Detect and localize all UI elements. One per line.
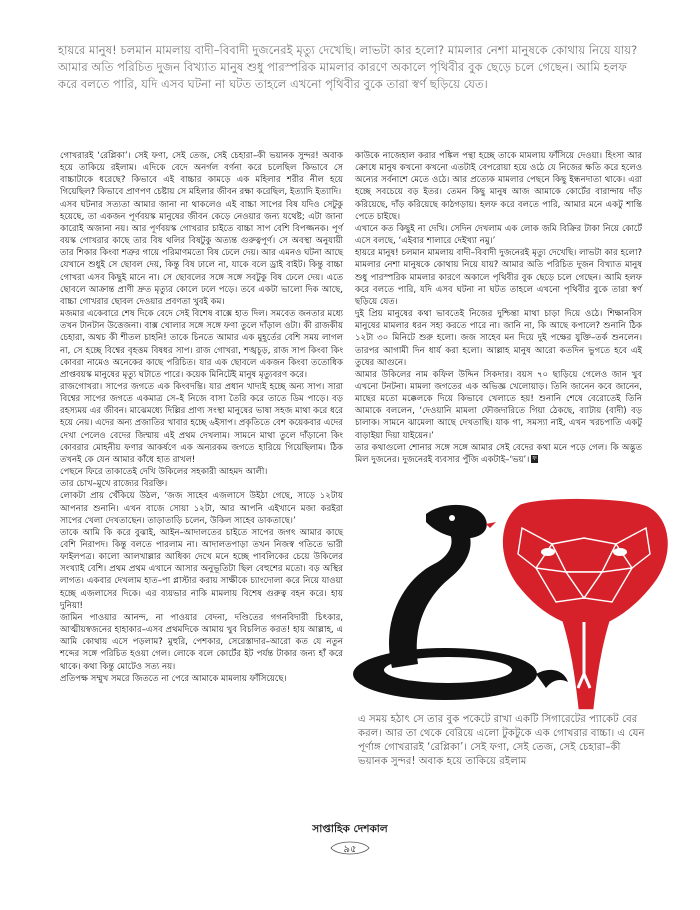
paragraph: জামিন পাওয়ার আনন্দ, না পাওয়ার বেদনা, দণ্ডিতের গগনবিদারী চিৎকার, আত্মীয়স্বজনের হাহাকার–এসব প্রথমদিকে আমায় খুব বিচলিত করত! হায় আল্লাহ, এ আমি কোথায় এসে পড়লাম? মুহুরি, পেশকার, সেরেস্তাদার–আরো কত যে নতুন শব্দের সঙ্গে পরিচিত হওয়া গেল। লোকে বলে কোর্টের ইট পর্যন্ত টাকার জন্য হাঁ করে থাকে। কথা কিন্তু মোটেও সত্য নয়। bbox=[60, 612, 343, 672]
paragraph: প্রতিপক্ষ সম্মুখ সমরে জিততে না পেরে আমাকে মামলায় ফাঁসিয়েছে। bbox=[60, 673, 287, 684]
paragraph: দুই প্রিয় মানুষের কথা ভাবতেই নিজের দুশ্চিন্তা মাথা চাড়া দিয়ে ওঠে। শিক্ষানবিস মানুষের মামলার ধরন সহ্য করতে পারে না। জানি না, কি আছে কপালে? শুনানি ঠিক ১২টা ৩০ মিনিটে শুরু হলো। জজ সাহেব মন দিয়ে দুই পক্ষের যুক্তি–তর্ক শুনলেন। তারপর আগামী দিন ধার্য করা হলো। আল্লাহ মানুষ আরো কতদিন ভুগতে হবে এই তুষের আগুনে। bbox=[355, 309, 642, 368]
pull-quote: হায়রে মানুষ! চলমান মামলায় বাদী–বিবাদী দুজনেরই মৃত্যু দেখেছি। লাভটা কার হলো? মামলার নেশা মানুষকে কোথায় নিয়ে যায়? আমার অতি পরিচিত দুজন বিখ্যাত মানুষ শুধু পারস্পরিক মামলার কারণে অকালে পৃথিবীর বুক ছেড়ে চলে গেছেন। আমি হলফ করে বলতে পারি, যদি এসব ঘটনা না ঘটত তাহলে এখনো পৃথিবীর বুকে তারা স্বর্ণ ছড়িয়ে যেত। bbox=[58, 43, 638, 91]
paragraph: লোকটা প্রায় খেঁকিয়ে উঠল, ‘জজ সাহেব এজলাসে উইঠা গেছে, সাড়ে ১২টায় আপনার শুনানি। এখন বাজে সোয়া ১২টা, আর আপনি এইখানে মজা করইরা সাপের খেলা দেখতাছেন। তাড়াতাড়ি চলেন, উকিল সাহেব ডাকতাছে।’ bbox=[60, 491, 343, 526]
paragraph: কাউকে নাজেহাল করার পঙ্কিল পন্থা হচ্ছে তাকে মামলায় ফাঁসিয়ে দেওয়া। হিংসা আর ক্রোধে মানুষ কখনো কখনো এতটাই বেপরোয়া হয়ে ওঠে যে নিজের ক্ষতি করে হলেও অন্যের সর্বনাশে মেতে ওঠে। আর প্রত্যেক মামলার পেছনে কিছু ইন্ধনদাতা থাকে। এরা হচ্ছে সবচেয়ে বড় ইতর। তেমন কিছু মানুষ আজ আমাকে কোর্টের বারান্দায় দাঁড় করিয়েছে, দাঁড় করিয়েছে কাঠগড়ায়। হলফ করে বলতে পারি, আমার মনে একটু শান্তি পেতে চাইছে। bbox=[355, 151, 642, 222]
page-number: ৯৫ bbox=[343, 844, 357, 855]
right-column bbox=[355, 150, 642, 466]
paragraph: পেছনে ফিরে তাকাতেই দেখি উকিলের সহকারী আহমদ আলী। bbox=[60, 467, 268, 478]
paragraph bbox=[355, 442, 642, 466]
paragraph: হায়রে মানুষ! চলমান মামলায় বাদী–বিবাদী দুজনেরই মৃত্যু দেখেছি। লাভটা কার হলো? মামলার নেশা মানুষকে কোথায় নিয়ে যায়? আমার অতি পরিচিত দুজন বিখ্যাত মানুষ শুধু পারস্পরিক মামলার কারণে অকালে পৃথিবীর বুক ছেড়ে চলে গেছেন। আমি হলফ করে বলতে পারি, যদি এসব ঘটনা না ঘটত তাহলে এখনো পৃথিবীর বুকে তারা স্বর্ণ ছড়িয়ে যেত। bbox=[355, 248, 642, 307]
paragraph: এখানে কত কিছুই না দেখি। সেদিন দেখলাম এক লোক জমি বিক্রির টাকা নিয়ে কোর্টে এসে বলছে, ‘এইবার শালারে দেইখ্যা নমু।’ bbox=[355, 223, 642, 247]
left-column bbox=[60, 150, 343, 685]
page-number-badge bbox=[325, 836, 375, 860]
paragraph: গোখরারই ‘রেপ্লিকা’। সেই ফণা, সেই তেজ, সেই চেহারা–কী ভয়ানক সুন্দর! অবাক হয়ে তাকিয়ে রইলাম। এদিকে বেদে অনর্গল বর্ণনা করে চলেছিল কিভাবে সে বাচ্চাটাকে ধরেছে? কিভাবে এই বাচ্চার কামড়ে এক মহিলার শরীর নীল হয়ে গিয়েছিল? কিভাবে প্রাণপণ চেষ্টায় সে মহিলার জীবন রক্ষা করেছিল, ইত্যাদি ইত্যাদি। bbox=[60, 151, 343, 198]
image-caption: এ সময় হঠাৎ সে তার বুক পকেটে রাখা একটি সিগারেটের প্যাকেট বের করল। আর তা থেকে বেরিয়ে এলো টুকটুকে এক গোখরার বাচ্চা। এ যেন পূর্ণাঙ্গ গোখরারই ‘রেপ্লিকা’। সেই ফণা, সেই তেজ, সেই চেহারা–কী ভয়ানক সুন্দর! অবাক হয়ে তাকিয়ে রইলাম bbox=[358, 714, 645, 767]
end-mark-icon: ফ bbox=[532, 455, 537, 463]
paragraph: এসব ঘটনার সত্যতা আমার জানা না থাকলেও এই বাচ্চা সাপের বিষ যদিও সেটুকু হয়েছে, তা একজন পূর্ণবয়স্ক মানুষের জীবন কেড়ে নেওয়ার জন্য যথেষ্ট; এটা জানা কারোই অজানা নয়। আর পূর্ণবয়স্ক গোখরার চাইতে বাচ্চা সাপ বেশি বিপজ্জনক। পূর্ণ বয়স্ক গোখরার কাছে তার বিষ থলির বিষটুকু অত্যন্ত গুরুত্বপূর্ণ। সে অবস্থা অনুযায়ী তার শিকার কিংবা শত্রুর গায়ে পরিমাণমতো বিষ ঢেলে দেয়। আর এমনও ঘটনা আছে যেখানে শুধুই সে ছোবল দেয়, কিন্তু বিষ ঢালে না, যাকে বলে ড্রাই বাইট। কিন্তু বাচ্চা গোখরা এসব কিছুই মানে না। সে ছোবলের সঙ্গে সঙ্গে সবটুকু বিষ ঢেলে দেয়। এতে ছোবলে আক্রান্ত প্রাণী দ্রুত মৃত্যুর কোলে ঢলে পড়ে। তবে একটা ভালো দিক আছে, বাচ্চা গোখরার ছোবল দেওয়ার প্রবণতা খুবই কম। bbox=[60, 199, 343, 307]
snake-illustration bbox=[340, 498, 680, 714]
paragraph: মজমার একেবারে শেষ দিকে বেদে সেই বিশেষ বাক্সে হাত দিল। সমবেত জনতার মধ্যে তখন টানটান উত্তেজনা। বাক্স খোলার সঙ্গে সঙ্গে ফণা তুলে দাঁড়াল ওটা। কী রাজকীয় চেহারা, অথচ কী শীতল চাহনি! তাকে চিনতে আমার এক মুহূর্তের বেশি সময় লাগল না, সে হচ্ছে বিশ্বের বৃহত্তম বিষধর সাপ। রাজ গোখরা, শঙ্খচূড়, রাজ সাপ কিংবা কিং কোবরা নামেও অনেকের কাছে পরিচিত। যার এক ছোবলে একজন কিংবা ততোধিক প্রাপ্তবয়স্ক মানুষের মৃত্যু ঘটাতে পারে। কয়েক মিনিটেই মানুষ মৃত্যুবরণ করে। bbox=[60, 309, 343, 380]
paragraph: তার চোখ–মুখে রাজ্যের বিরক্তি। bbox=[60, 479, 168, 490]
paragraph: আমার উকিলের নাম কফিল উদ্দিন সিকদার। বয়স ৭০ ছাড়িয়ে গেলেও জান খুব এখনো টনটনা। মামলা জগতের এক অভিজ্ঞ খেলোয়াড়। তিনি জানেন কবে জানেন, মাছের মতো মক্কেলকে দিয়ে কিভাবে খেলাতে হয়! শুনানি শেষে বেরোতেই তিনি আমাকে বললেন, ‘দেওয়ানি মামলা ফৌজদারিতে গিয়া ঠেকছে, ব্যাটায় (বাদী) বড় চালাক। সামনে ঝামেলা আছে দেখতাছি। যাক গা, সমস্যা নাই, এখন খরচপাতি একটু বাড়াইয়া দিয়া যাইয়েন।’ bbox=[355, 369, 642, 441]
paragraph-text: তার কথাগুলো শোনার সঙ্গে সঙ্গে আমার সেই বেদের কথা মনে পড়ে গেল। কি অদ্ভুত মিল দুজনের। দুজনেরই ব্যবসার পুঁজি একটাই–‘ভয়’। bbox=[355, 442, 642, 465]
paragraph: তাকে আমি কি করে বুঝাই, আইন–আদালতের চাইতে সাপের জগৎ আমার কাছে বেশি নিরাপদ। কিন্তু বলতে পারলাম না। আদালতপাড়া তখন নিজস্ব গতিতে ভারী ফাইলপত্র। কালো আলখাল্লার আধিক্য দেখে মনে হচ্ছে পাবলিকের চেয়ে উকিলের সংখ্যাই বেশি। প্রথম প্রথম এখানে আসার অনুভূতিটা ছিল বেহুশের মতো। বড় অস্থির লাগত। একবার দেখলাম হাত–পা প্লাস্টার করায় সাক্ষীকে চ্যাংদোলা করে নিয়ে যাওয়া হচ্ছে এজলাসের দিকে। এর ব্যয়ভার নাকি মামলায় বিশেষ গুরুত্ব বহন করে। হায় দুনিয়া! bbox=[60, 527, 343, 611]
paragraph: রাজগোখরা। সাপের জগতে এক কিংবদন্তি। যার প্রধান খাদ্যই হচ্ছে অন্য সাপ। সারা বিশ্বের সাপের জগতে একমাত্র সে–ই নিজে বাসা তৈরি করে তাতে ডিম পাড়ে। বড় রহস্যময় এর জীবন। মাঝেমধ্যে দিল্লির প্রাণ্য সংস্থা মানুষের ভাষা সহজ মাথা করে ধরে হয়ে নেয়। এদের অন্য প্রজাতির খাবার হচ্ছে ৬ইসাপ। প্রকৃতিতে বেশ কয়েকবার এদের দেখা পেলেও বেদের জিম্মায় এই প্রথম দেখলাম। সামনে মাথা তুলে দাঁড়ানো কিং কোবরার মোহনীয় ফণার আকর্ষণে এক অন্যরকম জগতে হারিয়ে গিয়েছিলাম। ঠিক তখনই কে যেন আমার কাঁধে হাত রাখল! bbox=[60, 381, 343, 465]
footer-brand: সাপ্তাহিক দেশকাল bbox=[312, 823, 388, 835]
